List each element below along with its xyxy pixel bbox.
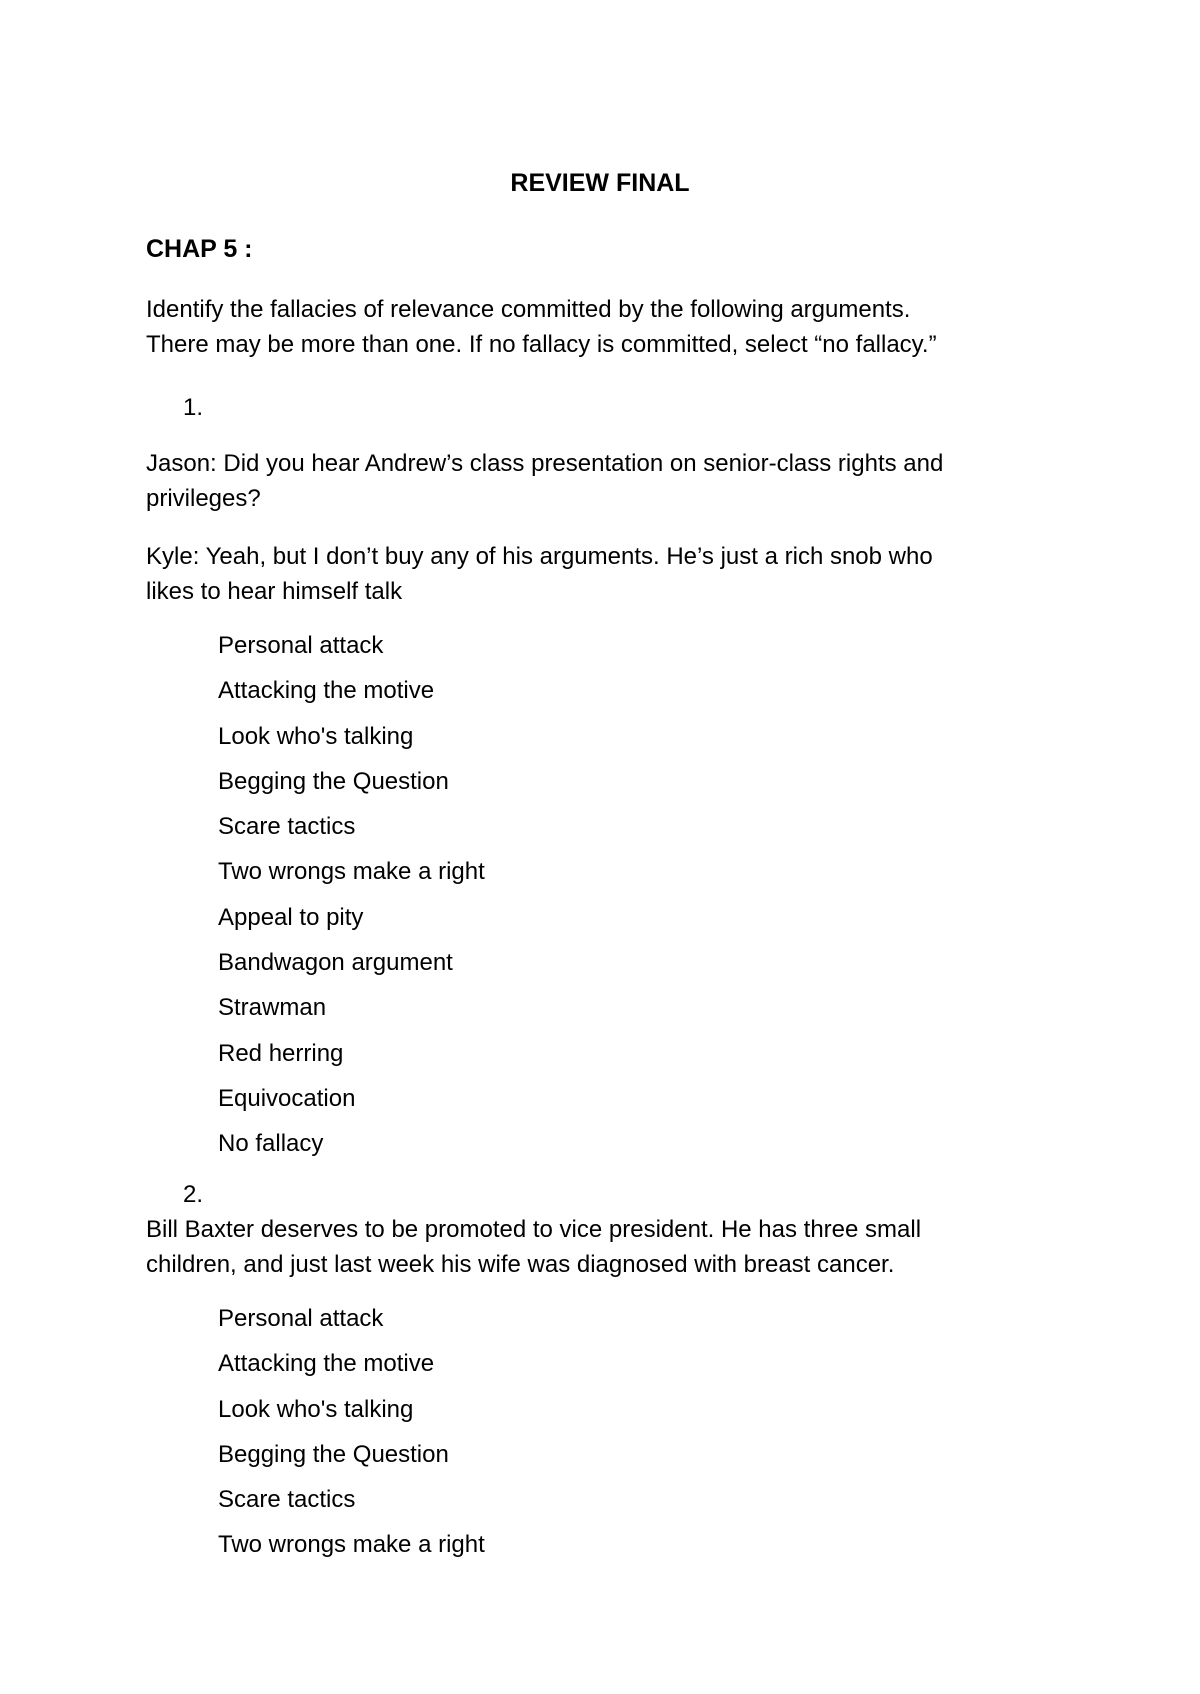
answer-option[interactable]: Look who's talking	[218, 1395, 414, 1423]
answer-option[interactable]: Two wrongs make a right	[218, 858, 485, 886]
answer-option[interactable]: Personal attack	[218, 632, 384, 659]
answer-option[interactable]: No fallacy	[218, 1130, 324, 1158]
question-2-text	[146, 1212, 1076, 1282]
instructions-line: Identify the fallacies of relevance committed by the following arguments.	[146, 296, 911, 323]
answer-option[interactable]: Begging the Question	[218, 767, 449, 795]
dialogue-kyle	[146, 539, 1076, 609]
question-text-line: children, and just last week his wife was diagnosed with breast cancer.	[146, 1251, 895, 1278]
answer-option[interactable]: Attacking the motive	[218, 1350, 435, 1378]
instructions-paragraph	[146, 292, 1076, 362]
instructions-line: There may be more than one. If no fallacy is committed, select “no fallacy.”	[146, 331, 937, 358]
chapter-heading: CHAP 5 :	[146, 235, 253, 263]
answer-option[interactable]: Scare tactics	[218, 1486, 356, 1514]
answer-option[interactable]: Appeal to pity	[218, 903, 364, 931]
answer-option[interactable]: Look who's talking	[218, 722, 414, 750]
answer-option[interactable]: Strawman	[218, 994, 327, 1022]
question-number: 1.	[183, 394, 204, 421]
dialogue-line: privileges?	[146, 485, 261, 512]
answer-option[interactable]: Red herring	[218, 1039, 344, 1067]
answer-option[interactable]: Attacking the motive	[218, 677, 435, 705]
answer-option[interactable]: Begging the Question	[218, 1440, 449, 1468]
question-text-line: Bill Baxter deserves to be promoted to vice president. He has three small	[146, 1216, 922, 1243]
document-title: REVIEW FINAL	[510, 169, 690, 197]
dialogue-line: Kyle: Yeah, but I don’t buy any of his arguments. He’s just a rich snob who	[146, 543, 933, 570]
question-2-options	[218, 1296, 485, 1568]
question-1-options	[218, 623, 485, 1167]
dialogue-line: likes to hear himself talk	[146, 578, 403, 605]
answer-option[interactable]: Two wrongs make a right	[218, 1531, 485, 1559]
answer-option[interactable]: Equivocation	[218, 1084, 356, 1112]
question-number: 2.	[183, 1181, 204, 1208]
answer-option[interactable]: Scare tactics	[218, 813, 356, 841]
answer-option[interactable]: Personal attack	[218, 1305, 384, 1332]
answer-option[interactable]: Bandwagon argument	[218, 949, 453, 977]
dialogue-line: Jason: Did you hear Andrew’s class presentation on senior-class rights and	[146, 450, 944, 477]
dialogue-jason	[146, 446, 1076, 516]
